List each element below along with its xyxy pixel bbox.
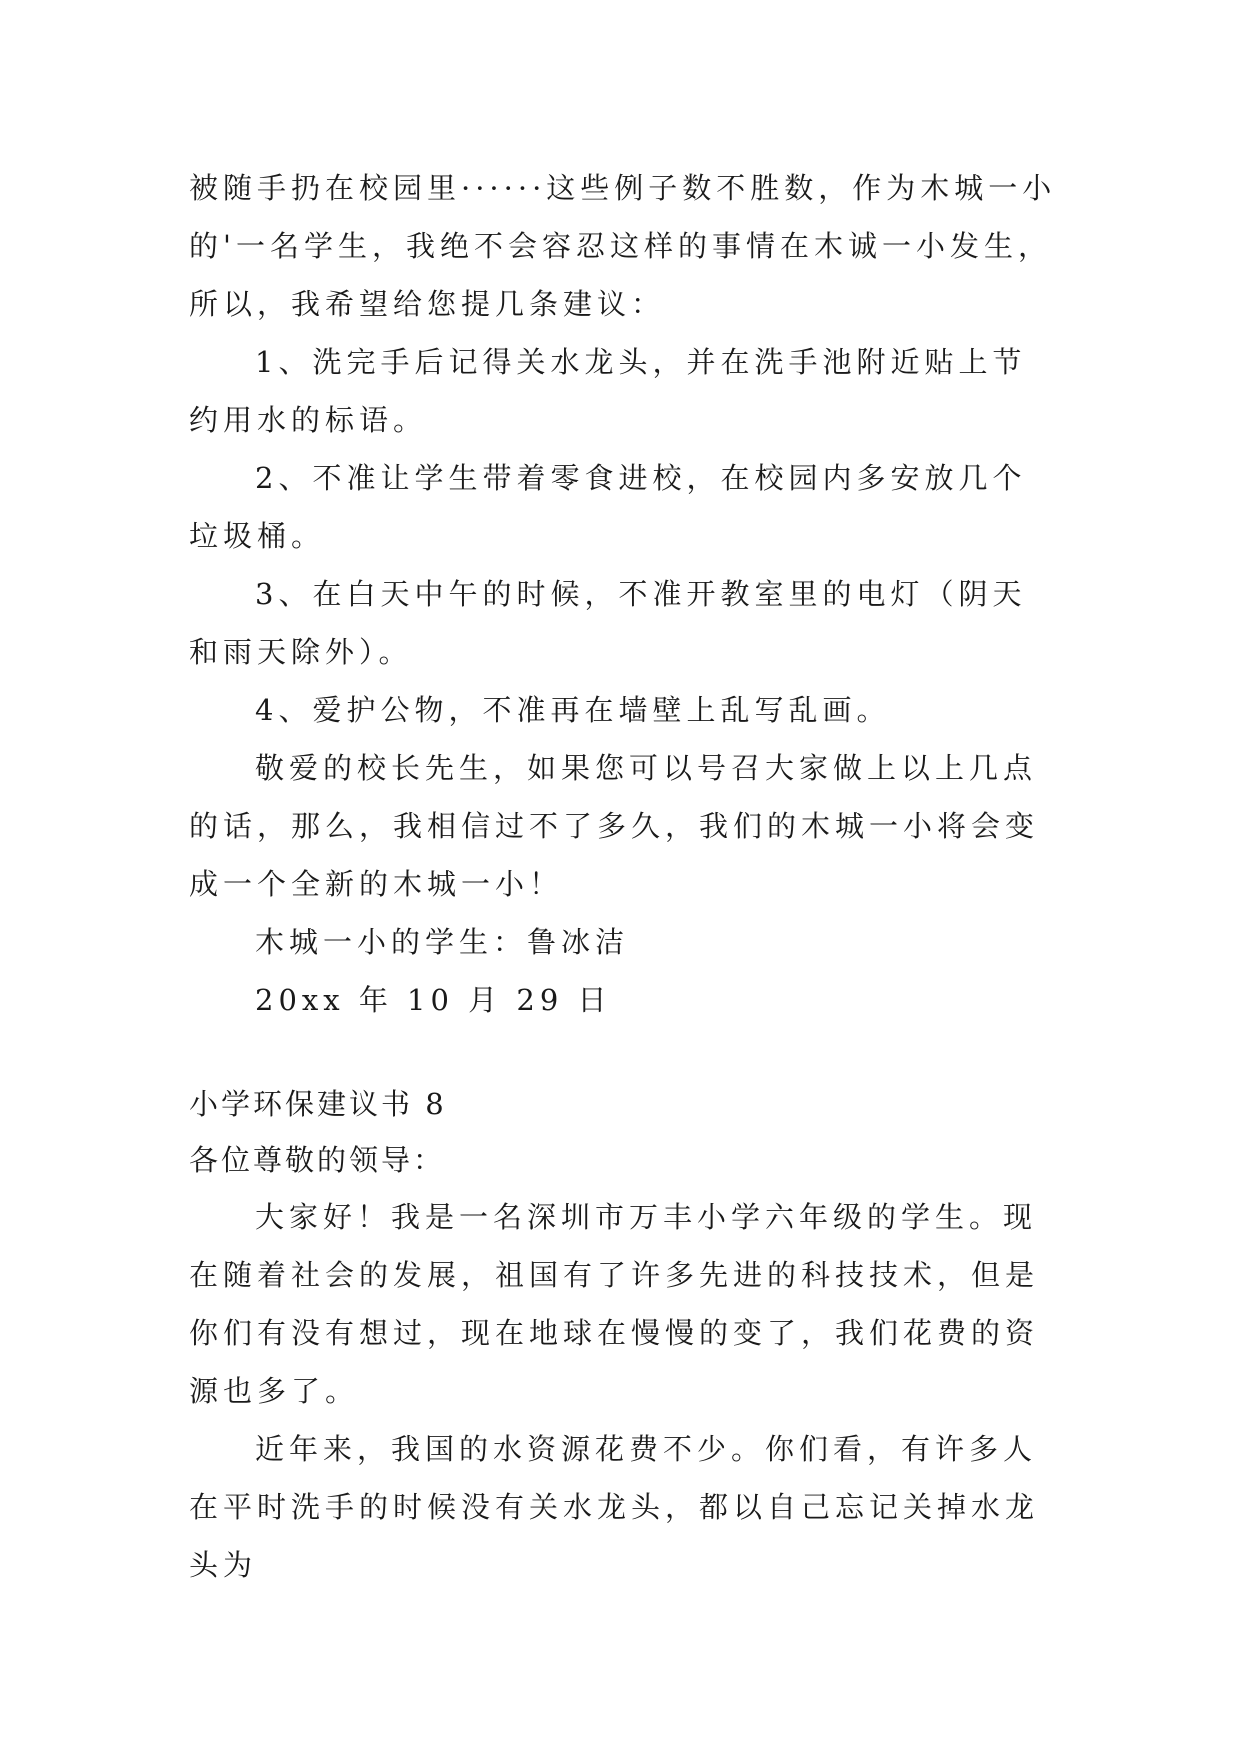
suggestion-4: 4、爱护公物，不准再在墙壁上乱写乱画。 — [255, 693, 891, 727]
suggestion-3: 3、在白天中午的时候，不准开教室里的电灯（阴天和雨天除外）。 — [189, 577, 1027, 669]
salutation: 各位尊敬的领导： — [189, 1143, 446, 1177]
date-line: 20xx 年 10 月 29 日 — [255, 983, 612, 1017]
signature-line: 木城一小的学生：鲁冰洁 — [255, 925, 630, 959]
closing-paragraph: 敬爱的校长先生，如果您可以号召大家做上以上几点的话，那么，我相信过不了多久，我们的木城一小将会变成一个全新的木城一小！ — [189, 751, 1040, 901]
document-body — [189, 159, 1059, 1594]
body-paragraph-1: 大家好！我是一名深圳市万丰小学六年级的学生。现在随着社会的发展，祖国有了许多先进的科技技术，但是你们有没有想过，现在地球在慢慢的变了，我们花费的资源也多了。 — [189, 1200, 1040, 1408]
body-paragraph-2: 近年来，我国的水资源花费不少。你们看，有许多人在平时洗手的时候没有关水龙头，都以自己忘记关掉水龙头为 — [189, 1432, 1040, 1582]
paragraph-continuation: 被随手扔在校园里······这些例子数不胜数，作为木城一小的'一名学生，我绝不会容忍这样的事情在木诚一小发生，所以，我希望给您提几条建议： — [189, 171, 1057, 321]
section-title: 小学环保建议书 8 — [189, 1087, 447, 1121]
suggestion-2: 2、不准让学生带着零食进校，在校园内多安放几个垃圾桶。 — [189, 461, 1027, 553]
suggestion-1: 1、洗完手后记得关水龙头，并在洗手池附近贴上节约用水的标语。 — [189, 345, 1027, 437]
